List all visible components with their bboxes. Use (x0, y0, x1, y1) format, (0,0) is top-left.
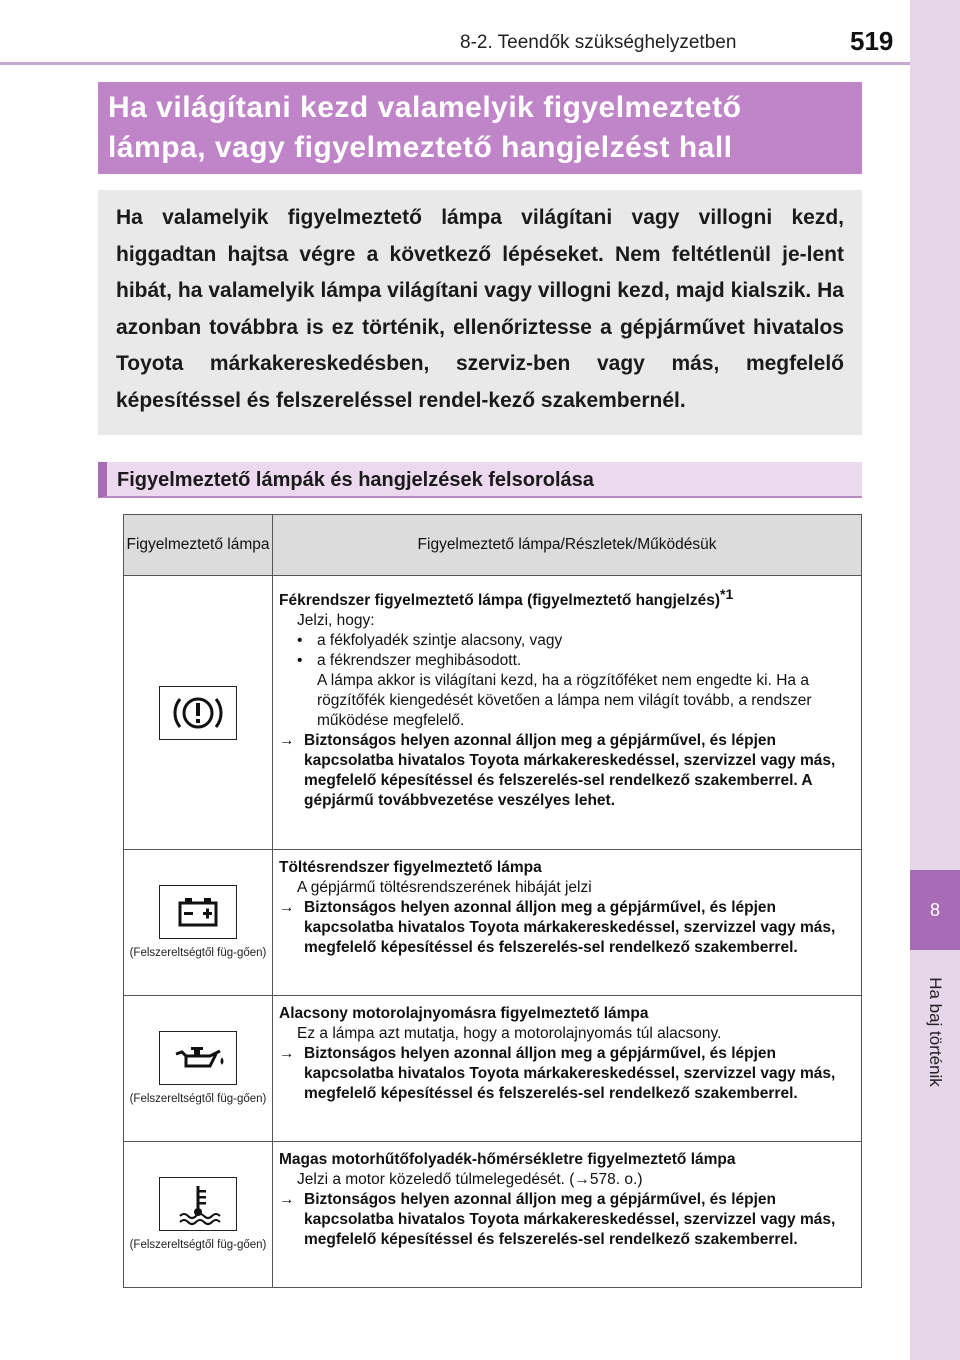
lamp-action: → Biztonságos helyen azonnal álljon meg a gépjárművel, és lépjen kapcsolatba hivatalos Toyota márkakereskedéssel, szervizzel vagy más, megfelelő képesítéssel és felszerelés-sel rendelkező szakemberrel. (279, 1191, 836, 1248)
lamp-cell (124, 576, 273, 850)
title-line-2: lámpa, vagy figyelmeztető hangjelzést hall (108, 131, 733, 164)
lamp-title: Magas motorhűtőfolyadék-hőmérsékletre figyelmeztető lámpa (279, 1151, 736, 1168)
lamp-title: Töltésrendszer figyelmeztető lámpa (279, 859, 542, 876)
arrow-icon: → (279, 1045, 295, 1062)
optional-equipment-note: (Felszereltségtől füg-gően) (129, 947, 267, 959)
battery-icon (159, 885, 237, 939)
lamp-cell (124, 1142, 273, 1288)
table-header-row (124, 515, 862, 576)
page-number: 519 (850, 26, 894, 56)
optional-equipment-note: (Felszereltségtől füg-gően) (129, 1239, 267, 1251)
table-row (124, 850, 862, 996)
chapter-number-tab[interactable]: 8 (910, 870, 960, 950)
lamp-description (273, 576, 862, 850)
lamp-intro-text: Jelzi, hogy: (297, 612, 375, 630)
table-row (124, 1142, 862, 1288)
column-header-details: Figyelmeztető lámpa/Részletek/Működésük (273, 515, 862, 576)
intro-paragraph: Ha valamelyik figyelmeztető lámpa világítani vagy villogni kezd, higgadtan hajtsa végre a következő lépéseket. Nem feltétlenül je-lent hibát, ha valamelyik lámpa világítani vagy villogni kezd, majd kialszik. Ha azonban továbbra is ez történik, ellenőriztesse a gépjárművet hivatalos Toyota márkakereskedésben, szerviz-ben vagy más, megfelelő képesítéssel és felszereléssel rendel-kező szakembernél. (98, 190, 862, 435)
optional-equipment-note: (Felszereltségtől füg-gően) (129, 1093, 267, 1105)
lamp-text: Jelzi a motor közeledő túlmelegedését. (→578. o.) (297, 1171, 643, 1188)
lamp-action: → Biztonságos helyen azonnal álljon meg a gépjárművel, és lépjen kapcsolatba hivatalos Toyota márkakereskedéssel, szervizzel vagy más, megfelelő képesítéssel és felszerelés-sel rendelkező szakemberrel. A gépjármű továbbvezetése veszélyes lehet. (279, 732, 836, 810)
warning-lamp-table (123, 514, 862, 1288)
lamp-description (273, 850, 862, 996)
lamp-text: A gépjármű töltésrendszerének hibáját jelzi (297, 879, 592, 896)
arrow-icon: → (279, 732, 295, 750)
oil-pressure-icon (159, 1031, 237, 1085)
page-title-banner (98, 82, 862, 174)
subsection-heading: Figyelmeztető lámpák és hangjelzések felsorolása (98, 462, 862, 498)
lamp-title: Fékrendszer figyelmeztető lámpa (figyelmeztető hangjelzés)$^{*1}$ (279, 586, 734, 610)
lamp-text: Ez a lámpa azt mutatja, hogy a motorolajnyomás túl alacsony. (297, 1025, 722, 1042)
column-header-lamp: Figyelmeztető lámpa (124, 515, 273, 576)
lamp-subnote: A lámpa akkor is világítani kezd, ha a rögzítőféket nem engedte ki. Ha a rögzítőfék kiengedését követően a lámpa nem világít tovább, a rendszer működése megfelelő. (317, 672, 812, 730)
lamp-action: → Biztonságos helyen azonnal álljon meg a gépjárművel, és lépjen kapcsolatba hivatalos Toyota márkakereskedéssel, szervizzel vagy más, megfelelő képesítéssel és felszerelés-sel rendelkező szakemberrel. (279, 1045, 836, 1102)
table-row (124, 576, 862, 850)
footnote-marker: *1 (720, 586, 734, 602)
lamp-title: Alacsony motorolajnyomásra figyelmeztető lámpa (279, 1005, 649, 1022)
lamp-action: → Biztonságos helyen azonnal álljon meg a gépjárművel, és lépjen kapcsolatba hivatalos Toyota márkakereskedéssel, szervizzel vagy más, megfelelő képesítéssel és felszerelés-sel rendelkező szakemberrel. (279, 899, 836, 956)
lamp-cell (124, 850, 273, 996)
arrow-icon: → (279, 1191, 295, 1208)
header-rule (0, 62, 910, 65)
arrow-icon: → (279, 899, 295, 916)
title-line-1: Ha világítani kezd valamelyik figyelmeztető (108, 91, 742, 124)
lamp-description (273, 996, 862, 1142)
brake-warning-icon (159, 686, 237, 740)
table-row (124, 996, 862, 1142)
section-title: 8-2. Teendők szükséghelyzetben (460, 32, 737, 53)
lamp-description (273, 1142, 862, 1288)
list-item: • a fékfolyadék szintje alacsony, vagy (297, 632, 563, 650)
chapter-label: Ha baj történik (926, 977, 945, 1087)
lamp-cell (124, 996, 273, 1142)
list-item: • a fékrendszer meghibásodott. (297, 652, 522, 670)
chapter-sidebar (910, 0, 960, 1360)
coolant-temperature-icon (159, 1177, 237, 1231)
